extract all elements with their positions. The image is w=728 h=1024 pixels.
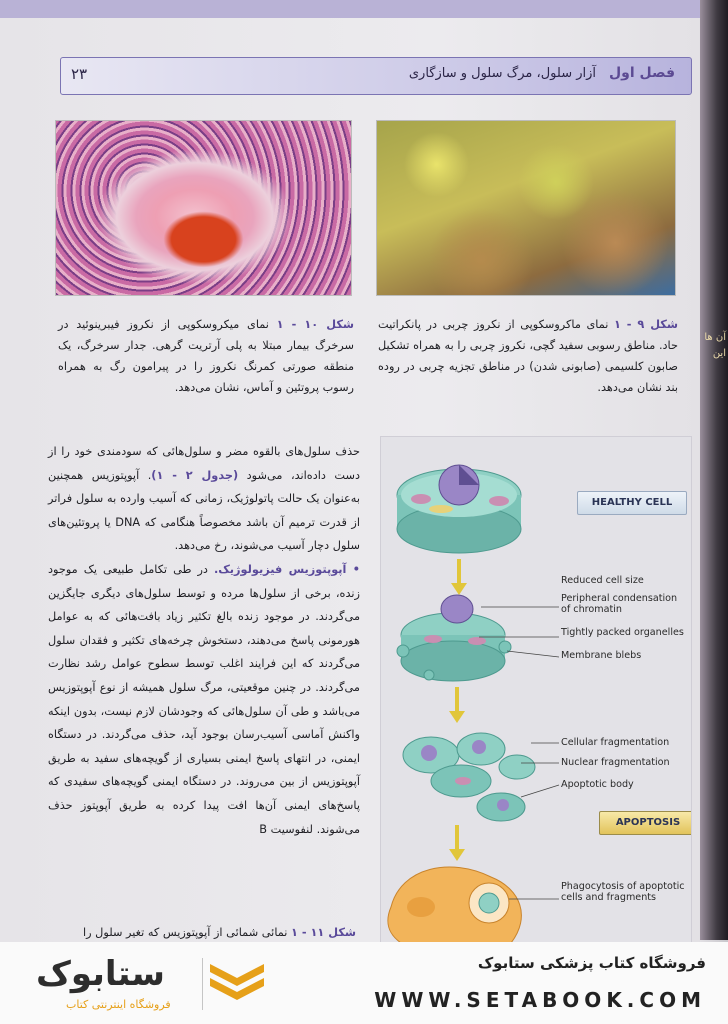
body-text [48,440,360,841]
store-footer [0,942,728,1024]
page-top-band [0,0,700,18]
figure-11-text: نمائی شمائی از آپوپتوزیس که تغیر سلول را [83,926,288,939]
apoptosis-tag: APOPTOSIS [599,811,692,835]
shrinking-cell-illustration [397,595,511,681]
figure-11-caption [58,926,356,939]
store-logo-text: ستابوک [36,954,165,994]
figure-10-text: نمای میکروسکوپی از نکروز فیبرینوئید در سرخرگ بیمار مبتلا به پلی آرتریت گرهی. جدار سرخرگ، یک منطقه صورتی کمرنگ نکروز را در پیرامون رگ به همراه رسوب پروتئین و آماس، نشان می‌دهد. [58,318,354,394]
fragmenting-cell-illustration [403,733,535,821]
label-reduced-cell-size: Reduced cell size [561,575,644,586]
label-cellular-fragmentation: Cellular fragmentation [561,737,670,748]
store-url[interactable]: WWW.SETABOOK.COM [374,988,706,1012]
label-chromatin: Peripheral condensation of chromatin [561,593,678,615]
phagocyte-illustration [388,867,522,943]
chapter-subtitle: آزار سلول، مرگ سلول و سازگاری [408,66,596,81]
para1-a: حذف سلول‌های بالقوه مضر و سلول‌هائی که سودمندی خود را از دست داده‌اند، می‌شود [48,445,361,482]
figure-9-caption [378,314,678,398]
apoptosis-diagram [380,436,692,944]
label-phagocytosis: Phagocytosis of apoptotic cells and fragments [561,881,685,903]
stacked-chevron-icon [206,960,268,1006]
footer-separator [202,958,203,1010]
chapter-title: فصل اول [609,65,675,81]
page-number: ۲۳ [71,65,88,83]
bullet-heading: • آپوپتوزیس فیزیولوژیک. [213,562,360,576]
leader-line [521,785,559,797]
leader-line [507,651,559,657]
micrograph-fibrinoid-necrosis [55,120,352,296]
label-organelles: Tightly packed organelles [561,627,684,638]
figure-11-label: شکل ۱۱ - ۱ [291,926,356,939]
label-apoptotic-body: Apoptotic body [561,779,634,790]
figure-9-text: نمای ماکروسکوپی از نکروز چربی در پانکراتیت حاد. مناطق رسوبی سفید گچی، نکروز چربی را به همراه تشکیل صابون کلسیمی (صابونی شدن) در مناطق تجزیه چربی در روده بند نشان می‌دهد. [378,318,678,394]
figure-10-label: شکل ۱۰ - ۱ [276,318,355,331]
label-membrane-blebs: Membrane blebs [561,650,642,661]
store-name: فروشگاه کتاب پزشکی ستابوک [477,954,706,972]
healthy-cell-tag: HEALTHY CELL [577,491,687,515]
healthy-cell-illustration [397,465,521,553]
figure-9-label: شکل ۹ - ۱ [613,318,678,331]
book-spine [700,0,728,940]
chapter-header [60,57,692,95]
para2: در طی تکامل طبیعی یک موجود زنده، برخی از سلول‌ها مرده و توسط سلول‌های دیگری جایگزین می‌گردند. در موجود زنده بالغ تکثیر زیاد بافت‌هائی که به عوامل هورمونی پاسخ می‌دهند، دستخوش چرخه‌های تکثیر و فقدان سلول می‌گردند که این فرایند اغلب توسط سطوح عوامل رشد نظارت می‌گردند. در چنین موقعیتی، مرگ سلول همیشه از نوع آپوپتوزیس می‌باشد و طی آن سلول‌هائی که وجودشان لازم نیست، بدون اینکه واکنش آماسی آسیب‌رسان بوجود آید، حذف می‌گردند. در دستگاه ایمنی، در انتهای پاسخ ایمنی بسیاری از گویچه‌های سفید به طریق آپوپتوزیس از بین می‌روند. در دستگاه ایمنی گویچه‌های سفیدی که پاسخ‌های ایمنی آن‌ها افت پیدا کرده به طریق آپوپتوز حذف می‌شوند. لنفوسیت B [48,562,360,836]
label-nuclear-fragmentation: Nuclear fragmentation [561,757,670,768]
table-reference: (جدول ۲ - ۱) [151,468,239,482]
spine-text: آن ها این [704,332,726,359]
macro-photo-fat-necrosis [376,120,676,296]
para1-b: . آپوپتوزیس همچنین به‌عنوان یک حالت پاتولوژیک، زمانی که آسیب وارده به سلول فراتر از قدرت ترمیم آن باشد مخصوصاً هنگامی که DNA یا پروتئین‌های سلول دچار آسیب می‌شوند، رخ می‌دهد. [48,468,360,553]
figure-10-caption [58,314,354,398]
store-logo-subtitle: فروشگاه اینترنتی کتاب [66,998,171,1011]
